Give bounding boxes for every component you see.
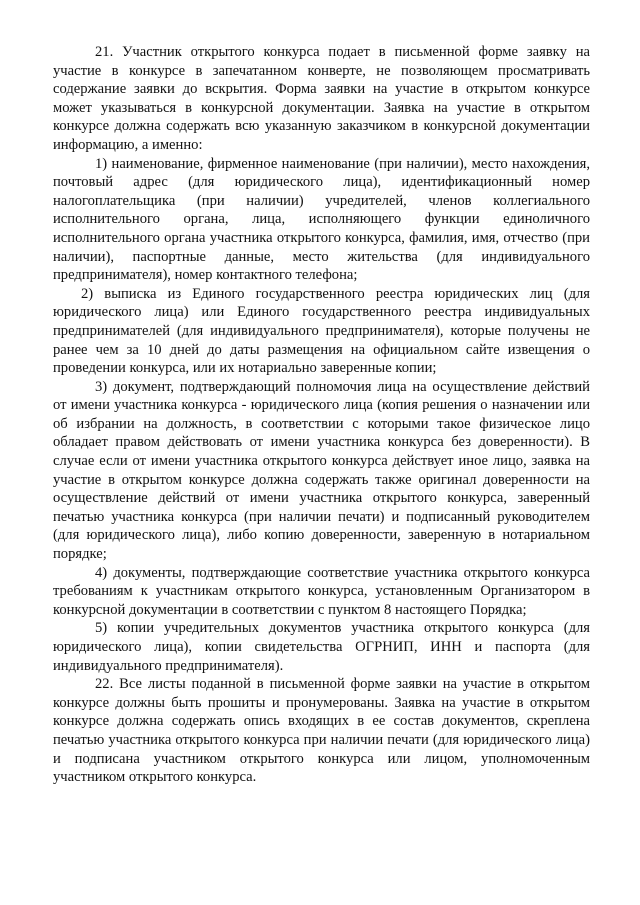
list-item-3: 3) документ, подтверждающий полномочия лица на осуществление действий от имени участника конкурса - юридического лица (копия решения о назначении или об избрании на должность, в соответствии с которыми такое физическое лицо обладает правом действовать от имени участника конкурса без доверенности). В случае если от имени участника открытого конкурса действует иное лицо, заявка на участие в открытом конкурсе должна содержать также оригинал доверенности на осуществление действий от имени участника открытого конкурса, заверенный печатью участника конкурса (при наличии печати) и подписанный руководителем (для юридического лица), либо копию доверенности, заверенную в нотариальном порядке; xyxy=(53,378,590,563)
paragraph-21: 21. Участник открытого конкурса подает в письменной форме заявку на участие в конкурсе в запечатанном конверте, не позволяющем просматривать содержание заявки до вскрытия. Форма заявки на участие в открытом конкурсе может указываться в конкурсной документации. Заявка на участие в открытом конкурсе должна содержать всю указанную заказчиком в конкурсной документации информацию, а именно: xyxy=(53,44,590,153)
list-item-5: 5) копии учредительных документов участника открытого конкурса (для юридического лица), копии свидетельства ОГРНИП, ИНН и паспорта (для индивидуального предпринимателя). xyxy=(53,620,590,674)
list-item-1: 1) наименование, фирменное наименование (при наличии), место нахождения, почтовый адрес (для юридического лица), идентификационный номер налогоплательщика (при наличии) учредителей, членов коллегиального исполнительного органа, лица, исполняющего функции единоличного исполнительного органа участника открытого конкурса, фамилия, имя, отчество (при наличии), паспортные данные, место жительства (для индивидуального предпринимателя), номер контактного телефона; xyxy=(53,155,590,284)
paragraph-22: 22. Все листы поданной в письменной форме заявки на участие в открытом конкурсе должны быть прошиты и пронумерованы. Заявка на участие в открытом конкурсе должна содержать опись входящих в ее состав документов, скреплена печатью участника открытого конкурса при наличии печати (для юридического лица) и подписана участником открытого конкурса или лицом, уполномоченным участником открытого конкурса. xyxy=(53,676,590,786)
list-item-4: 4) документы, подтверждающие соответствие участника открытого конкурса требованиям к участникам открытого конкурса, установленным Организатором в конкурсной документации в соответствии с пунктом 8 настоящего Порядка; xyxy=(53,564,590,618)
document-page xyxy=(53,43,590,787)
list-item-2: 2) выписка из Единого государственного реестра юридических лиц (для юридического лица) или Единого государственного реестра индивидуальных предпринимателей (для индивидуального предпринимателя), которые получены не ранее чем за 10 дней до даты размещения на официальном сайте извещения о проведении конкурса, или их нотариально заверенные копии; xyxy=(53,285,590,377)
